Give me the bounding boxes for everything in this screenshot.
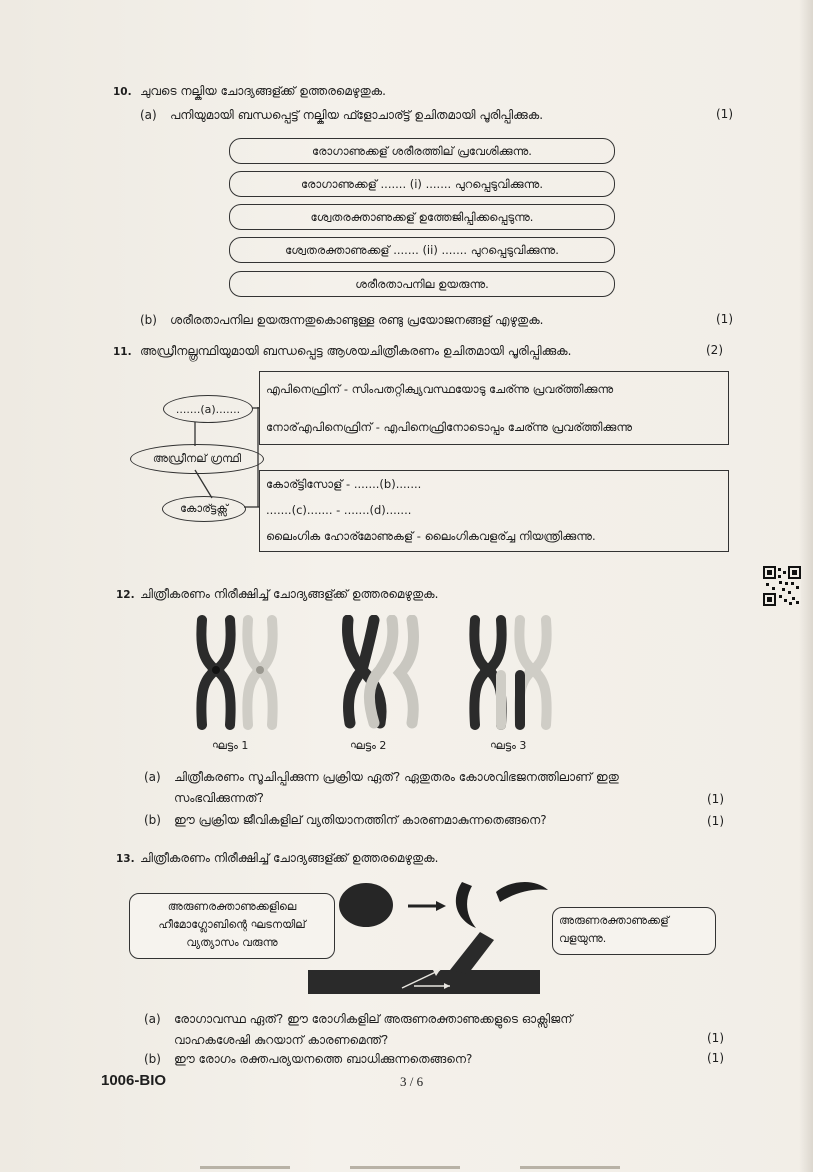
q10b-mark: (1)	[716, 312, 733, 326]
flow-step-1: രോഗാണുക്കള് ശരീരത്തില് പ്രവേശിക്കുന്നു.	[229, 138, 615, 164]
blood-vessel	[308, 970, 540, 994]
q13a-text-line1: രോഗാവസ്ഥ ഏത്? ഈ രോഗികളില് അരുണരക്താണുക്കളുടെ ഓക്സിജന്	[174, 1012, 573, 1026]
bottom-page-artifacts	[0, 1160, 813, 1172]
callout-rbc-bends	[552, 907, 716, 955]
q10b-text: ശരീരതാപനില ഉയരുന്നതുകൊണ്ടുള്ള രണ്ടു പ്രയോജനങ്ങള് എഴുതുക.	[170, 313, 544, 327]
q12b-mark: (1)	[707, 814, 724, 828]
callout-hemoglobin-line1: അരുണരക്താണുക്കളിലെ	[167, 900, 297, 913]
page-number: 3 / 6	[400, 1074, 424, 1089]
sickle-rbc-1	[456, 882, 476, 928]
flow-step-5: ശരീരതാപനില ഉയരുന്നു.	[229, 271, 615, 297]
node-adrenal-gland: അഡ്രീനല് ഗ്രന്ഥി	[130, 444, 264, 474]
stage-2-label: ഘട്ടം 2	[350, 739, 387, 752]
q13b-mark: (1)	[707, 1051, 724, 1065]
medulla-row-1: എപിനെഫ്രിന് - സിംപതറ്റിക്വ്യവസ്ഥയോടു ചേര്ന്നു പ്രവര്ത്തിക്കുന്നു	[266, 382, 614, 396]
q10a-text: പനിയുമായി ബന്ധപ്പെട്ട് നല്കിയ ഫ്ളോചാര്ട്ട് ഉചിതമായി പൂരിപ്പിക്കുക.	[170, 108, 544, 122]
q12b-text: ഈ പ്രക്രിയ ജീവികളില് വ്യതിയാനത്തിന് കാരണമാകുന്നതെങ്ങനെ?	[174, 813, 547, 827]
cortex-row-2: .......(c)....... - .......(d).......	[266, 503, 412, 517]
q10a-label: (a)	[140, 108, 157, 122]
node-cortex: കോര്ട്ടക്സ്	[162, 496, 246, 522]
q12-text: ചിത്രീകരണം നിരീക്ഷിച്ച് ചോദ്യങ്ങള്ക്ക് ഉത്തരമെഴുതുക.	[140, 587, 439, 601]
cortex-row-3: ലൈംഗിക ഹോര്മോണുകള് - ലൈംഗികവളര്ച്ച നിയന്ത്രിക്കുന്നു.	[266, 529, 596, 543]
q12a-text-line2: സംഭവിക്കുന്നത്?	[174, 791, 264, 805]
q13a-mark: (1)	[707, 1031, 724, 1045]
q13-number: 13.	[116, 853, 135, 865]
stage-3-chromosomes	[474, 620, 546, 725]
callout-rbc-line1: അരുണരക്താണുക്കള്	[559, 914, 669, 927]
flow-step-3: ശ്വേതരക്താണുക്കള് ഉത്തേജിപ്പിക്കപ്പെടുന്നു.	[229, 204, 615, 230]
callout-hemoglobin	[129, 893, 335, 959]
callout-rbc-line2: വളയുന്നു.	[559, 932, 607, 945]
q12-number: 12.	[116, 589, 135, 601]
flow-step-4: ശ്വേതരക്താണുക്കള് ....... (ii) ....... പുറപ്പെടുവിക്കുന്നു.	[229, 237, 615, 263]
medulla-row-2: നോര്എപിനെഫ്രിന് - എപിനെഫ്രിനോടൊപ്പം ചേര്ന്നു പ്രവര്ത്തിക്കുന്നു	[266, 420, 632, 434]
q13b-label: (b)	[144, 1052, 161, 1066]
q12a-mark: (1)	[707, 792, 724, 806]
q13a-text-line2: വാഹകശേഷി കുറയാന് കാരണമെന്ത്?	[174, 1033, 389, 1047]
sickle-rbc-2	[496, 882, 548, 902]
paper-code: 1006-BIO	[101, 1072, 167, 1089]
crossing-over-illustration	[190, 615, 560, 730]
normal-rbc	[339, 883, 393, 927]
q13-text: ചിത്രീകരണം നിരീക്ഷിച്ച് ചോദ്യങ്ങള്ക്ക് ഉത്തരമെഴുതുക.	[140, 851, 439, 865]
q12b-label: (b)	[144, 813, 161, 827]
arrow-icon	[436, 901, 446, 911]
cortex-box	[259, 470, 729, 552]
q11-mark: (2)	[706, 343, 723, 357]
stage-2-chromosomes	[348, 620, 414, 723]
q10-number: 10.	[113, 86, 132, 98]
stage-1-chromosomes	[201, 620, 272, 725]
cortex-row-1: കോര്ട്ടിസോള് - .......(b).......	[266, 477, 422, 491]
stage-1-label: ഘട്ടം 1	[212, 739, 249, 752]
medulla-box	[259, 371, 729, 445]
node-a: .......(a).......	[163, 395, 253, 423]
q12a-label: (a)	[144, 770, 161, 784]
q10-text: ചുവടെ നല്കിയ ചോദ്യങ്ങള്ക്ക് ഉത്തരമെഴുതുക.	[140, 84, 386, 98]
qr-code-icon	[763, 566, 801, 606]
callout-hemoglobin-line3: വ്യത്യാസം വരുന്നു	[186, 936, 278, 949]
q13b-text: ഈ രോഗം രക്തപര്യയനത്തെ ബാധിക്കുന്നതെങ്ങനെ?	[174, 1052, 473, 1066]
blood-vessel-branch	[450, 932, 494, 974]
callout-hemoglobin-line2: ഹീമോഗ്ലോബിന്റെ ഘടനയില്	[158, 918, 306, 931]
q11-number: 11.	[113, 346, 132, 358]
stage-3-label: ഘട്ടം 3	[490, 739, 527, 752]
q12a-text-line1: ചിത്രീകരണം സൂചിപ്പിക്കുന്ന പ്രക്രിയ ഏത്? ഏതുതരം കോശവിഭജനത്തിലാണ് ഇതു	[174, 770, 619, 784]
q11-text: അഡ്രീനല്ഗ്രന്ഥിയുമായി ബന്ധപ്പെട്ട ആശയചിത്രീകരണം ഉചിതമായി പൂരിപ്പിക്കുക.	[140, 344, 572, 358]
q10a-mark: (1)	[716, 107, 733, 121]
q10b-label: (b)	[140, 313, 157, 327]
q13a-label: (a)	[144, 1012, 161, 1026]
flow-step-2: രോഗാണുക്കള് ....... (i) ....... പുറപ്പെടുവിക്കുന്നു.	[229, 171, 615, 197]
